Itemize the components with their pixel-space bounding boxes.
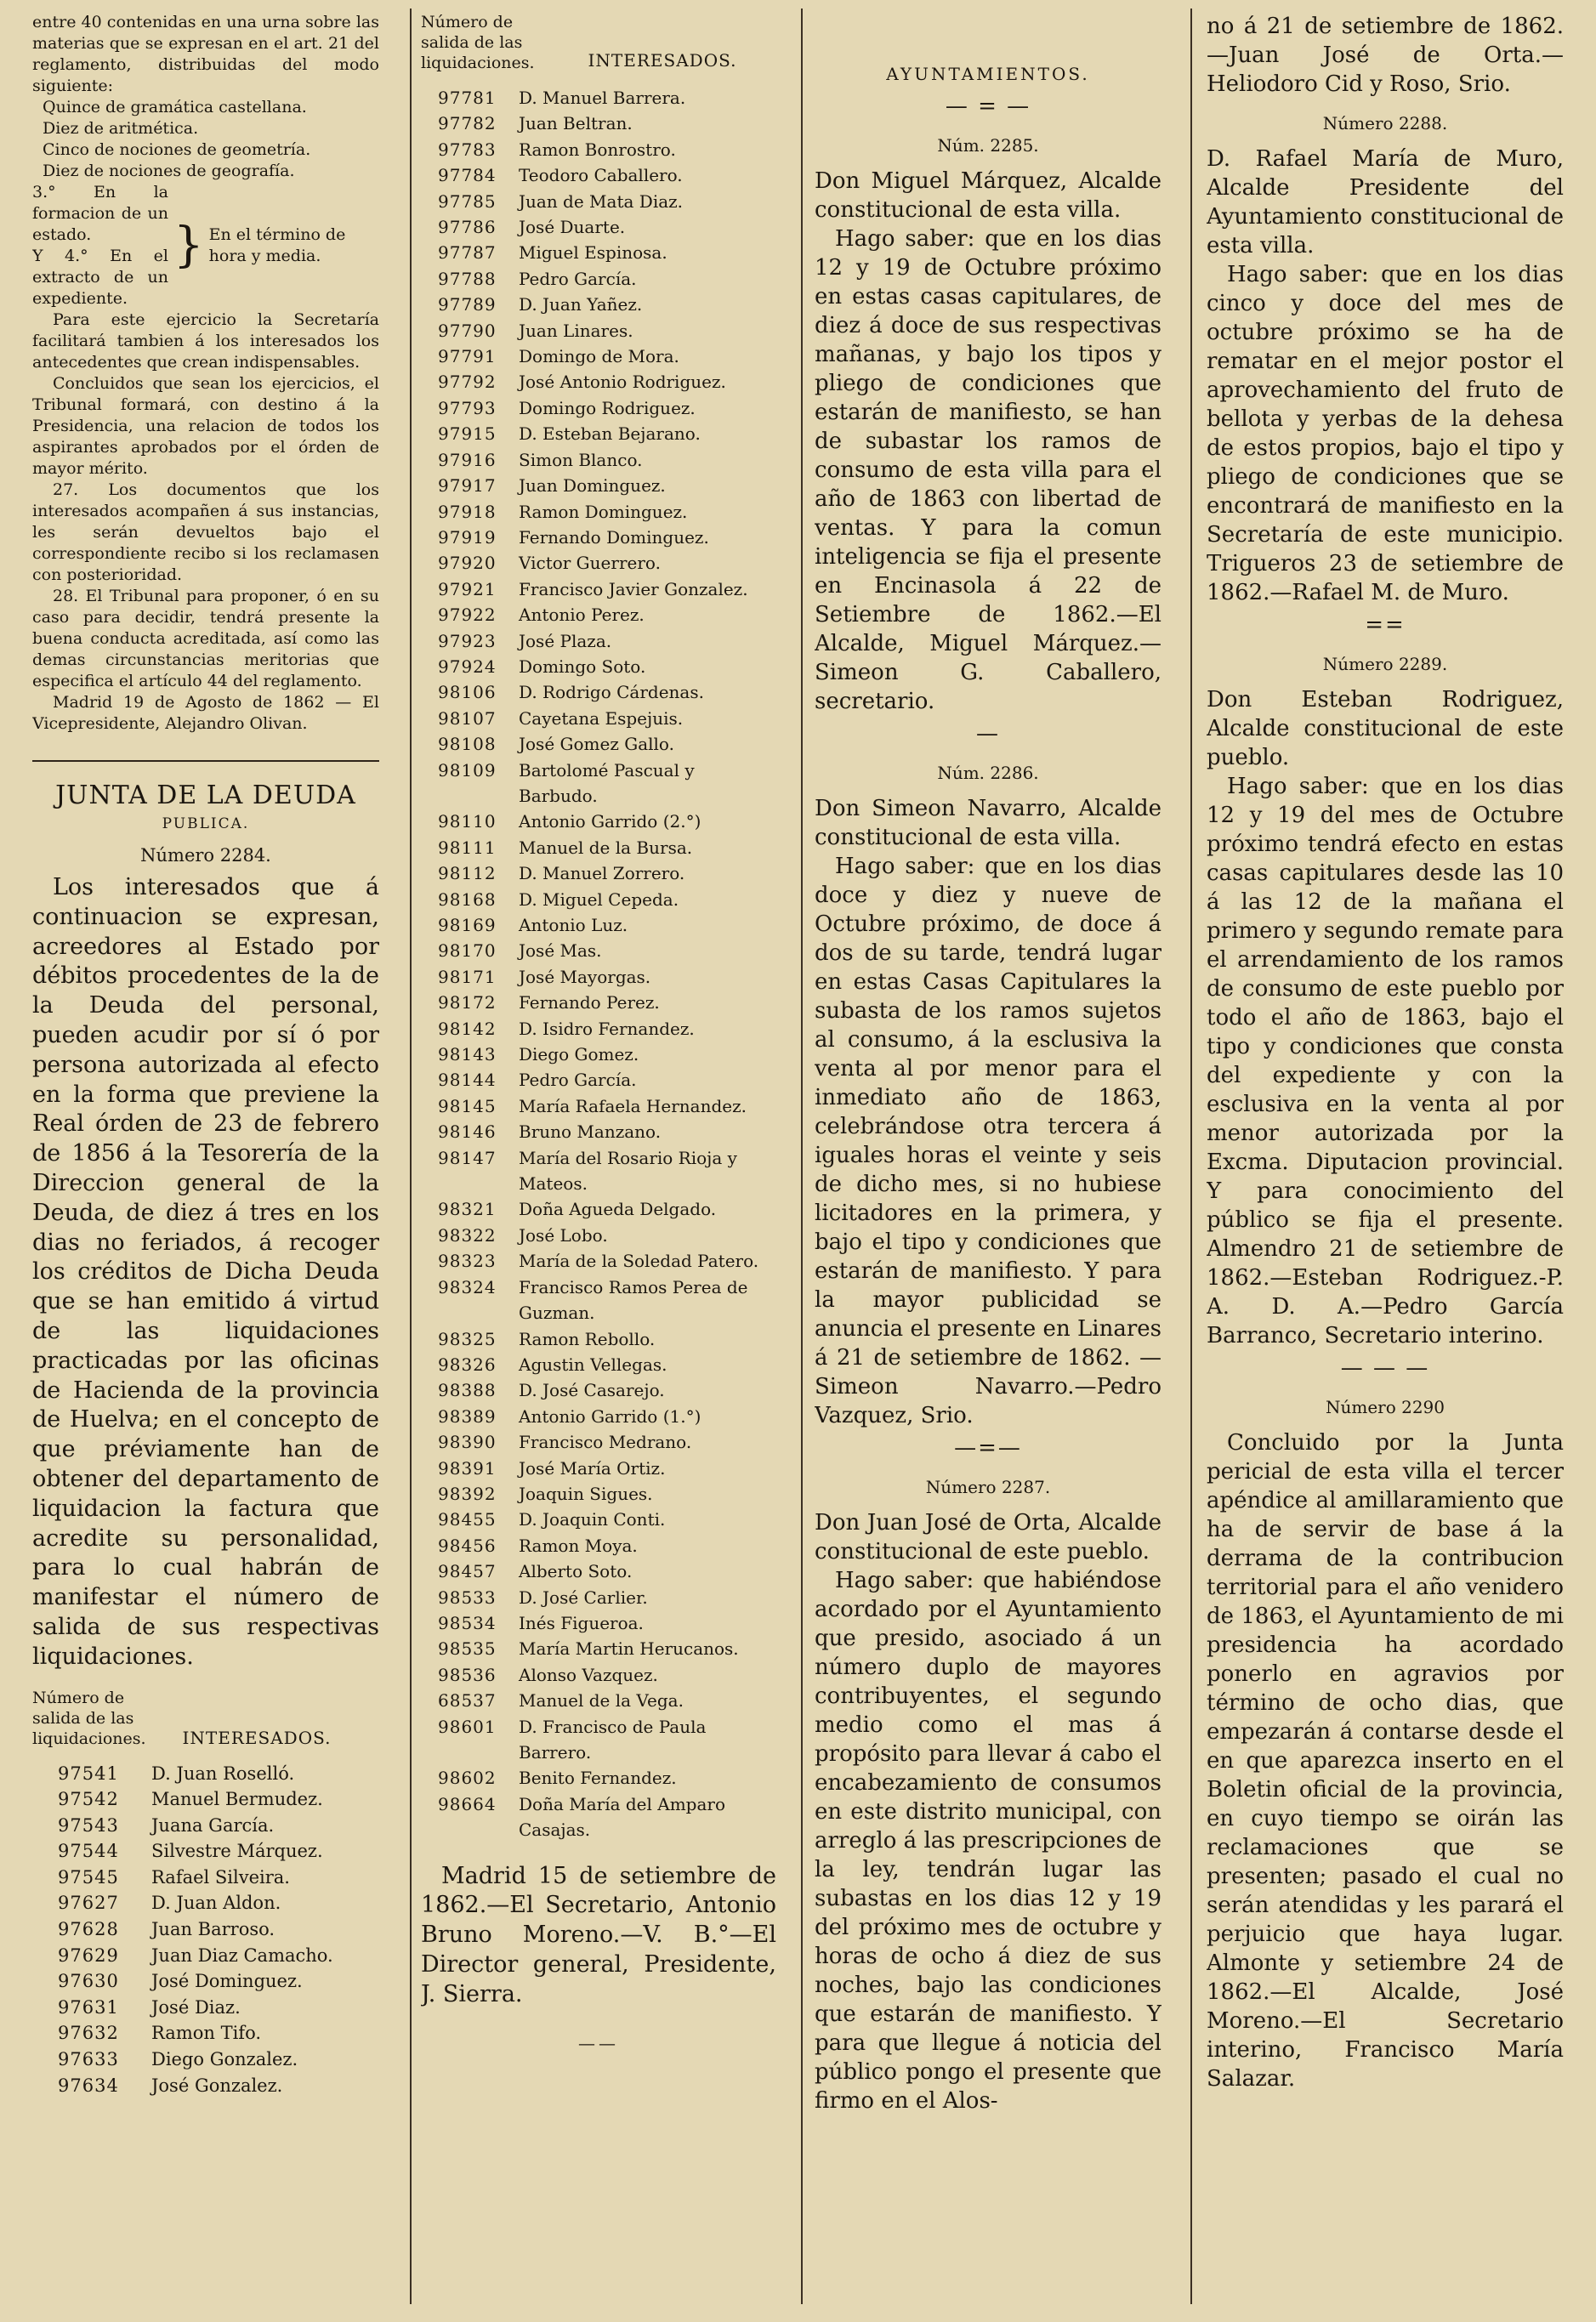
liquidation-number: 97545 (58, 1866, 119, 1888)
liquidation-number: 98533 (438, 1587, 497, 1608)
interested-name: D. José Casarejo. (519, 1380, 665, 1401)
notice-body: Concluido por la Junta pericial de esta villa el tercer apéndice al amillaramiento que ha de servir de base á la derrama de la contribucion territorial para el año venidero de 1863, el Ayuntamiento de mi presidencia ha acordado ponerlo en agravios por término de ocho dias, que empezarán á contarse desde el en que aparezca inserto en el Boletin oficial de la provincia, en cuyo tiempo se oirán las reclamaciones que se presenten; pasado el cual no serán atendidas y les parará el perjuicio que haya lugar. Almonte y setiembre 24 de 1862.—El Alcalde, José Moreno.—El Secretario interino, Francisco María Salazar. (1207, 1430, 1564, 2092)
table-row (421, 1404, 776, 1429)
exercise-items (32, 182, 168, 309)
table-row (421, 395, 776, 421)
interested-name: Ramon Dominguez. (519, 501, 688, 522)
interested-name: Juana García. (151, 1814, 275, 1836)
interested-name: Simon Blanco. (519, 449, 643, 470)
interested-name: Antonio Perez. (519, 605, 645, 626)
liquidation-number: 98535 (438, 1638, 497, 1660)
ornament-divider: — = — (945, 94, 1031, 119)
table-row (421, 1585, 776, 1610)
liquidation-number: 97920 (438, 553, 497, 574)
liquidation-number: 98112 (438, 863, 497, 884)
table-row (421, 964, 776, 990)
table-row (421, 758, 776, 809)
table-header (32, 1688, 379, 1749)
paragraph: Concluidos que sean los ejercicios, el Tribunal formará, con destino á la Presidencia, una relacion de todos los aspirantes aprobados por el órden de mayor mérito. (32, 374, 379, 478)
table-row (421, 550, 776, 576)
interested-name: Doña Agueda Delgado. (519, 1199, 717, 1220)
interested-name: Bartolomé Pascual y Barbudo. (519, 759, 695, 806)
table-row (32, 1865, 379, 1891)
interested-name: Juan Beltran. (519, 113, 633, 134)
table-row (421, 1791, 776, 1843)
interested-name: D. José Carlier. (519, 1587, 648, 1608)
table-row (421, 679, 776, 705)
table-row (421, 809, 776, 834)
notice-number: Núm. 2286. (937, 763, 1039, 783)
table-row (421, 1481, 776, 1507)
liquidation-number: 98145 (438, 1095, 497, 1116)
table-row (421, 240, 776, 265)
notice-continuation: no á 21 de setiembre de 1862. —Juan José de Orta.—Heliodoro Cid y Roso, Srio. (1207, 14, 1564, 97)
liquidation-number: 98455 (438, 1509, 497, 1530)
liquidation-number: 98390 (438, 1432, 497, 1453)
liquidation-number: 97787 (438, 242, 497, 264)
table-header (421, 12, 776, 73)
interested-name: Agustin Vellegas. (519, 1354, 667, 1375)
liquidation-number: 97924 (438, 656, 497, 677)
column-1 (32, 12, 379, 2098)
table-row (32, 1968, 379, 1995)
table-row (421, 343, 776, 369)
liquidation-number: 98108 (438, 734, 497, 755)
liquidation-number: 98170 (438, 940, 497, 962)
table-row (421, 1636, 776, 1661)
liquidation-number: 98321 (438, 1199, 497, 1220)
table-row (421, 85, 776, 111)
liquidation-number: 97543 (58, 1814, 119, 1836)
interested-name: Diego Gonzalez. (151, 2049, 298, 2070)
notice-heading: Don Juan José de Orta, Alcalde constitucional de este pueblo. (815, 1510, 1162, 1564)
interested-name: D. Francisco de Paula Barrero. (519, 1716, 707, 1763)
interested-name: Juan de Mata Diaz. (519, 190, 684, 212)
column-4 (1207, 12, 1564, 2093)
exercise-item-3: 3.° En la formacion de un estado. (32, 183, 168, 244)
liquidation-number: 68537 (438, 1690, 497, 1712)
creditor-table (32, 1761, 379, 2099)
liquidation-number: 97541 (58, 1763, 119, 1784)
subject-item: Quince de gramática castellana. (43, 98, 307, 116)
section-divider (32, 760, 379, 762)
liquidation-number: 98536 (438, 1664, 497, 1685)
interested-name: Ramon Moya. (519, 1535, 638, 1556)
table-row (421, 525, 776, 550)
interested-name: Alberto Soto. (519, 1561, 633, 1582)
interested-name: Pedro García. (519, 268, 637, 289)
interested-name: Rafael Silveira. (151, 1866, 290, 1888)
table-row (421, 421, 776, 446)
article-27: 27. Los documentos que los interesados acompañen á sus instancias, les serán devueltos bajo el correspondiente recibo si los reclamasen con posterioridad. (32, 480, 379, 584)
subject-item: Diez de aritmética. (43, 119, 199, 138)
notice-number: Número 2284. (140, 845, 271, 866)
interested-name: José Antonio Rodriguez. (519, 372, 726, 393)
notice-number: Núm. 2285. (937, 135, 1039, 156)
interested-name: Doña María del Amparo Casajas. (519, 1793, 726, 1841)
table-row (421, 912, 776, 938)
interested-name: Manuel de la Bursa. (519, 837, 693, 858)
ornament-divider: —— (578, 2032, 619, 2053)
interested-name: Domingo Rodriguez. (519, 397, 696, 418)
notice-number: Número 2287. (925, 1477, 1051, 1497)
section-title: AYUNTAMIENTOS. (886, 64, 1090, 84)
interested-name: D. Isidro Fernandez. (519, 1018, 695, 1039)
table-row (32, 1838, 379, 1865)
interested-name: Francisco Javier Gonzalez. (519, 578, 748, 599)
subject-list (32, 97, 379, 182)
liquidation-number: 97783 (438, 139, 497, 160)
interested-name: Ramon Bonrostro. (519, 139, 676, 160)
column-rule (410, 9, 412, 2304)
liquidation-number: 97918 (438, 501, 497, 522)
ornament-divider: — — — (1340, 1355, 1430, 1381)
table-row (32, 1786, 379, 1813)
table-row (421, 1352, 776, 1377)
table-row (421, 1119, 776, 1144)
liquidation-number: 97921 (438, 578, 497, 599)
interested-name: José Duarte. (519, 217, 626, 238)
subject-item: Diez de nociones de geografía. (43, 162, 295, 180)
liquidation-number: 97633 (58, 2049, 119, 2070)
interested-name: D. Manuel Zorrero. (519, 863, 685, 884)
table-row (421, 1067, 776, 1093)
column-header-interested: INTERESADOS. (182, 1727, 332, 1748)
liquidation-number: 98601 (438, 1716, 497, 1737)
interested-name: Fernando Dominguez. (519, 526, 709, 548)
liquidation-number: 97634 (58, 2075, 119, 2096)
table-row (421, 1456, 776, 1481)
table-row (421, 1196, 776, 1222)
column-header-number: Número de salida de las liquidaciones. (421, 13, 535, 72)
notice-heading: Don Miguel Márquez, Alcalde constitucional de esta villa. (815, 168, 1162, 223)
liquidation-number: 97922 (438, 605, 497, 626)
table-row (421, 1275, 776, 1326)
interested-name: D. Juan Roselló. (151, 1763, 295, 1784)
table-row (421, 1662, 776, 1688)
notice-number: Número 2289. (1322, 654, 1448, 674)
liquidation-number: 97789 (438, 294, 497, 315)
liquidation-number: 97786 (438, 217, 497, 238)
liquidation-number: 97782 (438, 113, 497, 134)
creditor-table (421, 85, 776, 1843)
subject-item: Cinco de nociones de geometría. (43, 140, 311, 159)
interested-name: María Rafaela Hernandez. (519, 1095, 747, 1116)
table-row (421, 1714, 776, 1766)
liquidation-number: 97629 (58, 1944, 119, 1966)
liquidation-number: 98602 (438, 1768, 497, 1789)
notice-number: Número 2290 (1325, 1397, 1445, 1417)
exercise-item-4: Y 4.° En el extracto de un expediente. (32, 247, 168, 308)
table-row (421, 447, 776, 473)
liquidation-number: 97544 (58, 1841, 119, 1862)
liquidation-number: 98392 (438, 1483, 497, 1504)
table-row (421, 835, 776, 860)
interested-name: D. Juan Aldon. (151, 1893, 281, 1914)
liquidation-number: 98322 (438, 1224, 497, 1246)
interested-name: Teodoro Caballero. (519, 165, 683, 186)
interested-name: D. Joaquin Conti. (519, 1509, 666, 1530)
table-row (421, 1248, 776, 1274)
table-row (421, 1558, 776, 1584)
table-row (421, 602, 776, 627)
liquidation-number: 98664 (438, 1793, 497, 1814)
table-row (421, 1223, 776, 1248)
table-row (421, 1533, 776, 1558)
notice-heading: D. Rafael María de Muro, Alcalde Presidente del Ayuntamiento constitucional de esta villa. (1207, 146, 1564, 258)
table-row (421, 706, 776, 731)
table-row (421, 1016, 776, 1042)
interested-name: Domingo Soto. (519, 656, 646, 677)
interested-name: Ramon Rebollo. (519, 1328, 656, 1349)
brace-glyph: } (173, 218, 204, 273)
table-row (421, 1688, 776, 1713)
interested-name: Bruno Manzano. (519, 1121, 662, 1143)
interested-name: José Dominguez. (151, 1971, 303, 1992)
liquidation-number: 98168 (438, 888, 497, 910)
liquidation-number: 98534 (438, 1612, 497, 1633)
interested-name: Miguel Espinosa. (519, 242, 667, 264)
interested-name: Inés Figueroa. (519, 1612, 644, 1633)
liquidation-number: 98389 (438, 1405, 497, 1427)
interested-name: José Plaza. (519, 630, 612, 651)
liquidation-number: 97919 (438, 526, 497, 548)
interested-name: D. Rodrigo Cárdenas. (519, 682, 704, 703)
liquidation-number: 97788 (438, 268, 497, 289)
table-row (421, 266, 776, 292)
table-row (421, 1610, 776, 1636)
liquidation-number: 98111 (438, 837, 497, 858)
liquidation-number: 98171 (438, 966, 497, 987)
table-row (421, 576, 776, 602)
liquidation-number: 98110 (438, 811, 497, 832)
interested-name: Antonio Luz. (519, 915, 628, 935)
interested-name: D. Manuel Barrera. (519, 88, 686, 108)
interested-name: Pedro García. (519, 1070, 637, 1091)
interested-name: Benito Fernandez. (519, 1768, 677, 1789)
section-title: JUNTA DE LA DEUDA (55, 781, 356, 810)
table-row (421, 990, 776, 1015)
column-rule (801, 9, 803, 2304)
liquidation-number: 98146 (438, 1121, 497, 1143)
liquidation-number: 97923 (438, 630, 497, 651)
column-3 (815, 12, 1162, 2115)
column-2 (421, 12, 776, 2076)
liquidation-number: 97791 (438, 346, 497, 367)
interested-name: José Diaz. (151, 1996, 241, 2018)
table-row (32, 1943, 379, 1969)
interested-name: Manuel de la Vega. (519, 1690, 684, 1712)
ornament-divider: — (976, 721, 1000, 747)
table-row (32, 1916, 379, 1943)
liquidation-number: 98388 (438, 1380, 497, 1401)
interested-name: Juan Dominguez. (519, 475, 666, 497)
interested-name: D. Miguel Cepeda. (519, 888, 679, 910)
table-row (32, 1890, 379, 1916)
column-rule (1190, 9, 1192, 2304)
table-row (421, 654, 776, 679)
liquidation-number: 98457 (438, 1561, 497, 1582)
liquidation-number: 97785 (438, 190, 497, 212)
table-row (32, 2020, 379, 2047)
table-row (421, 499, 776, 525)
interested-name: Manuel Bermudez. (151, 1789, 323, 1810)
liquidation-number: 98325 (438, 1328, 497, 1349)
liquidation-number: 98109 (438, 759, 497, 781)
liquidation-number: 98106 (438, 682, 497, 703)
table-row (421, 214, 776, 240)
liquidation-number: 98144 (438, 1070, 497, 1091)
interested-name: José Mas. (519, 940, 602, 962)
notice-body: Hago saber: que en los dias 12 y 19 del mes de Octubre próximo tendrá efecto en estas casas capitulares desde las 10 á las 12 de la mañana el primero y segundo remate para el arrendamiento de los ramos de consumo de este pueblo por todo el año de 1863, bajo el tipo y condiciones que consta del expediente y con la esclusiva en la venta al por menor autorizada por la Excma. Diputacion provincial. Y para conocimiento del público se fija el presente. Almendro 21 de setiembre de 1862.—Esteban Rodriguez.-P. A. D. A.—Pedro García Barranco, Secretario interino. (1207, 774, 1564, 1348)
notice-body: Hago saber: que habiéndose acordado por el Ayuntamiento que presido, asociado á un número duplo de mayores contribuyentes, el segundo medio como el mas á propósito para llevar á cabo el encabezamiento de consumos en este distrito municipal, con arreglo á las prescripciones de la ley, tendrán lugar las subastas en los dias 12 y 19 del próximo mes de octubre y horas de ocho á diez de sus noches, bajo las condiciones que estarán de manifiesto. Y para que llegue á noticia del público pongo el presente que firmo en el Alos- (815, 1568, 1162, 2114)
liquidation-number: 97793 (438, 397, 497, 418)
table-row (421, 1507, 776, 1532)
table-row (32, 2047, 379, 2073)
notice-heading: Don Esteban Rodriguez, Alcalde constitucional de este pueblo. (1207, 687, 1564, 770)
liquidation-number: 98391 (438, 1457, 497, 1479)
interested-name: María de la Soledad Patero. (519, 1251, 759, 1272)
liquidation-number: 98147 (438, 1147, 497, 1168)
liquidation-number: 98107 (438, 707, 497, 729)
ornament-divider: == (1365, 612, 1406, 638)
interested-name: José Mayorgas. (519, 966, 651, 987)
table-row (421, 731, 776, 757)
table-row (421, 1429, 776, 1455)
signature: Madrid 19 de Agosto de 1862 — El Vicepresidente, Alejandro Olivan. (32, 693, 379, 733)
section-subtitle: PUBLICA. (162, 815, 250, 832)
liquidation-number: 97784 (438, 165, 497, 186)
table-row (421, 292, 776, 317)
interested-name: José Lobo. (519, 1224, 608, 1246)
interested-name: José Gomez Gallo. (519, 734, 674, 755)
interested-name: José Gonzalez. (151, 2075, 283, 2096)
liquidation-number: 97781 (438, 88, 497, 108)
table-row (421, 1093, 776, 1119)
interested-name: Juan Barroso. (151, 1919, 275, 1940)
liquidation-number: 98324 (438, 1276, 497, 1297)
brace-note: En el término de hora y media. (208, 225, 346, 265)
notice-heading: Don Simeon Navarro, Alcalde constitucional de esta villa. (815, 796, 1162, 850)
closing-signature: Madrid 15 de setiembre de 1862.—El Secretario, Antonio Bruno Moreno.—V. B.°—El Director general, Presidente, J. Sierra. (421, 1862, 776, 2007)
liquidation-number: 98169 (438, 915, 497, 935)
interested-name: Joaquin Sigues. (519, 1483, 653, 1504)
liquidation-number: 98143 (438, 1044, 497, 1065)
liquidation-number: 97790 (438, 320, 497, 341)
liquidation-number: 97917 (438, 475, 497, 497)
interested-name: Fernando Perez. (519, 992, 660, 1013)
notice-body: Hago saber: que en los dias cinco y doce del mes de octubre próximo se ha de rematar en el mejor postor el aprovechamiento del fruto de bellota y yerbas de la dehesa de estos propios, bajo el tipo y pliego de condiciones que se encontrará de manifiesto en la Secretaría de este municipio. Trigueros 23 de setiembre de 1862.—Rafael M. de Muro. (1207, 262, 1564, 605)
table-row (421, 318, 776, 343)
interested-name: Antonio Garrido (1.°) (519, 1405, 701, 1427)
table-row (421, 137, 776, 162)
notice-body: Hago saber: que en los dias doce y diez y nueve de Octubre próximo, de doce á dos de su tarde, tendrá lugar en estas Casas Capitulares la subasta de los ramos sujetos al consumo, á la esclusiva la venta al por menor para el inmediato año de 1863, celebrándose otra tercera á iguales horas el veinte y seis de dicho mes, si no hubiese licitadores en la primera, y bajo el tipo y condiciones que estarán de manifiesto. Y para la mayor publicidad se anuncia el presente en Linares á 21 de setiembre de 1862. —Simeon Navarro.—Pedro Vazquez, Srio. (815, 854, 1162, 1428)
table-row (32, 1813, 379, 1839)
liquidation-number: 98323 (438, 1251, 497, 1272)
interested-name: D. Esteban Bejarano. (519, 423, 701, 445)
table-row (421, 369, 776, 395)
liquidation-number: 97916 (438, 449, 497, 470)
liquidation-number: 97631 (58, 1996, 119, 2018)
liquidation-number: 97542 (58, 1789, 119, 1810)
table-row (32, 2073, 379, 2099)
table-row (421, 189, 776, 214)
table-row (421, 162, 776, 188)
liquidation-number: 98172 (438, 992, 497, 1013)
table-row (421, 938, 776, 963)
interested-name: Cayetana Espejuis. (519, 707, 684, 729)
table-row (421, 1377, 776, 1403)
liquidation-number: 97628 (58, 1919, 119, 1940)
notice-number: Número 2288. (1322, 113, 1448, 133)
table-row (421, 1145, 776, 1197)
interested-name: Antonio Garrido (2.°) (519, 811, 701, 832)
interested-name: Silvestre Márquez. (151, 1841, 323, 1862)
liquidation-number: 97627 (58, 1893, 119, 1914)
interested-name: Juan Diaz Camacho. (151, 1944, 333, 1966)
liquidation-number: 97630 (58, 1971, 119, 1992)
liquidation-number: 97792 (438, 372, 497, 393)
table-row (421, 628, 776, 654)
table-row (421, 1042, 776, 1067)
column-header-number: Número de salida de las liquidaciones. (32, 1688, 146, 1748)
notice-body: Los interesados que á continuacion se expresan, acreedores al Estado por débitos procedentes de la de la Deuda del personal, pueden acudir por sí ó por persona autorizada al efecto en la forma que previene la Real órden de 23 de febrero de 1856 á la Tesorería de la Direccion general de la Deuda, de diez á tres en los dias no feriados, á recoger los créditos de Dicha Deuda que se han emitido á virtud de las liquidaciones practicadas por las oficinas de Hacienda de la provincia de Huelva; en el concepto de que préviamente han de obtener del departamento de liquidacion la factura que acredite su personalidad, para lo cual habrán de manifestar el número de salida de sus respectivas liquidaciones. (32, 874, 379, 1670)
liquidation-number: 97632 (58, 2023, 119, 2044)
interested-name: Diego Gomez. (519, 1044, 639, 1065)
table-row (421, 860, 776, 886)
table-row (421, 111, 776, 136)
liquidation-number: 97915 (438, 423, 497, 445)
liquidation-number: 98326 (438, 1354, 497, 1375)
paragraph: entre 40 contenidas en una urna sobre las materias que se expresan en el art. 21 del reglamento, distribuidas del modo siguiente: (32, 13, 379, 95)
column-header-interested: INTERESADOS. (588, 49, 737, 71)
table-row (421, 1326, 776, 1352)
interested-name: María Martin Herucanos. (519, 1638, 739, 1660)
interested-name: Alonso Vazquez. (519, 1664, 658, 1685)
paragraph: Para este ejercicio la Secretaría facilitará tambien á los interesados los antecedentes que crean indispensables. (32, 310, 379, 372)
ornament-divider: —=— (954, 1435, 1022, 1461)
exercise-brace-block (32, 182, 379, 309)
liquidation-number: 98456 (438, 1535, 497, 1556)
table-row (421, 887, 776, 912)
interested-name: Domingo de Mora. (519, 346, 679, 367)
table-row (421, 1765, 776, 1791)
liquidation-number: 98142 (438, 1018, 497, 1039)
interested-name: Francisco Ramos Perea de Guzman. (519, 1276, 748, 1324)
interested-name: Juan Linares. (519, 320, 633, 341)
table-row (32, 1761, 379, 1787)
interested-name: José María Ortiz. (519, 1457, 666, 1479)
interested-name: Victor Guerrero. (519, 553, 661, 574)
notice-body: Hago saber: que en los dias 12 y 19 de Octubre próximo en estas casas capitulares, de diez á doce de sus respectivas mañanas, y bajo los tipos y pliego de condiciones que estarán de manifiesto, se han de subastar los ramos de consumo de esta villa para el año de 1863 con libertad de ventas. Y para la comun inteligencia se fija el presente en Encinasola á 22 de Setiembre de 1862.—El Alcalde, Miguel Márquez.—Simeon G. Caballero, secretario. (815, 226, 1162, 714)
interested-name: María del Rosario Rioja y Mateos. (519, 1147, 737, 1195)
article-28: 28. El Tribunal para proponer, ó en su caso para decidir, tendrá presente la buena conducta acreditada, así como las demas circunstancias meritorias que especifica el artículo 44 del reglamento. (32, 587, 379, 690)
interested-name: Francisco Medrano. (519, 1432, 692, 1453)
table-row (421, 473, 776, 498)
interested-name: Ramon Tifo. (151, 2023, 262, 2044)
table-row (32, 1995, 379, 2021)
interested-name: D. Juan Yañez. (519, 294, 643, 315)
